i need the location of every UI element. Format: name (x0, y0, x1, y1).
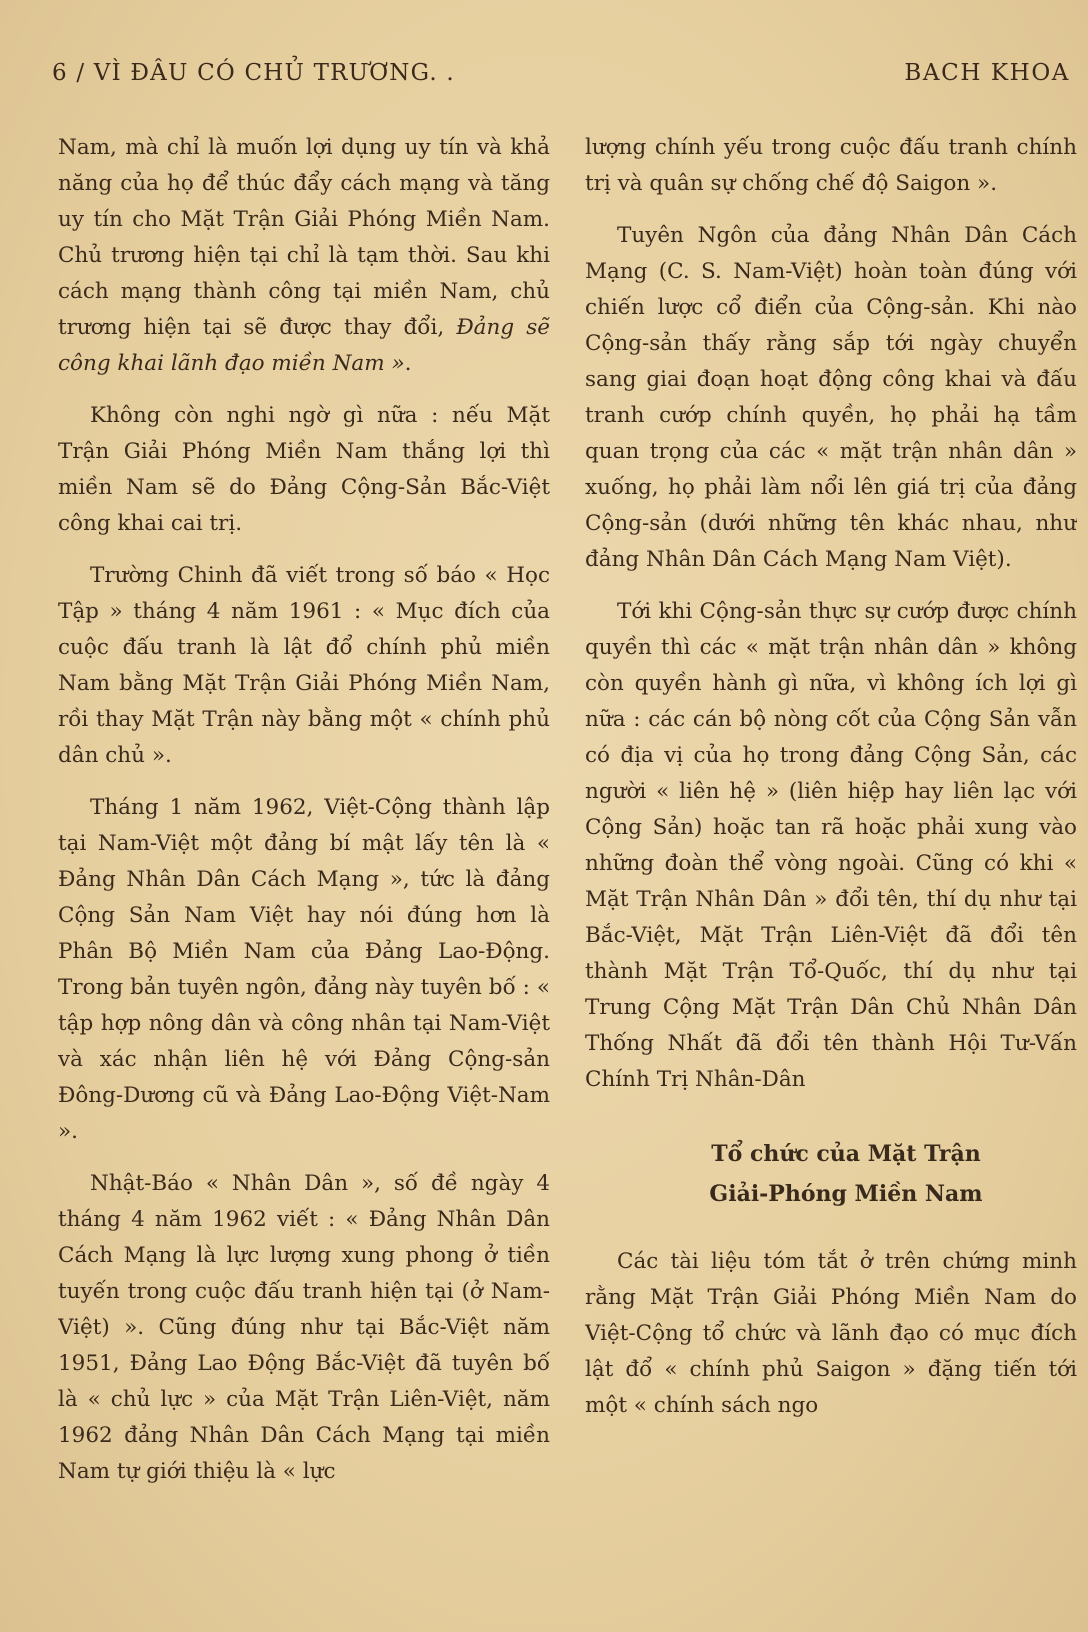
paragraph (58, 130, 550, 382)
right-column (585, 130, 1077, 1632)
italic-quote: Đảng sẽ công khai lãnh đạo miền Nam » (58, 315, 550, 376)
header-magazine-name: BACH KHOA (904, 60, 1070, 86)
section-heading-line: Giải-Phóng Miền Nam (709, 1181, 983, 1207)
paragraph: Trường Chinh đã viết trong số báo « Học Tập » tháng 4 năm 1961 : « Mục đích của cuộc đấu tranh là lật đổ chính phủ miền Nam bằng Mặt Trận Giải Phóng Miền Nam, rồi thay Mặt Trận này bằng một « chính phủ dân chủ ». (58, 563, 550, 768)
paragraph: Các tài liệu tóm tắt ở trên chứng minh rằng Mặt Trận Giải Phóng Miền Nam do Việt-Cộng tổ chức và lãnh đạo có mục đích lật đổ « chính phủ Saigon » đặng tiến tới một « chính sách ngo (585, 1249, 1077, 1418)
paragraph: Không còn nghi ngờ gì nữa : nếu Mặt Trận Giải Phóng Miền Nam thắng lợi thì miền Nam sẽ do Đảng Cộng-Sản Bắc-Việt công khai cai trị. (58, 403, 550, 536)
paragraph: Tới khi Cộng-sản thực sự cướp được chính quyền thì các « mặt trận nhân dân » không còn quyền hành gì nữa, vì không ích lợi gì nữa : các cán bộ nòng cốt của Cộng Sản vẫn có địa vị của họ trong đảng Cộng Sản, các người « liên hệ » (liên hiệp hay liên lạc với Cộng Sản) hoặc tan rã hoặc phải xung vào những đoàn thể vòng ngoài. Cũng có khi « Mặt Trận Nhân Dân » đổi tên, thí dụ như tại Bắc-Việt, Mặt Trận Liên-Việt đã đổi tên thành Mặt Trận Tổ-Quốc, thí dụ như tại Trung Cộng Mặt Trận Dân Chủ Nhân Dân Thống Nhất đã đổi tên thành Hội Tư-Vấn Chính Trị Nhân-Dân (585, 599, 1077, 1092)
paragraph: Nhật-Báo « Nhân Dân », số đề ngày 4 tháng 4 năm 1962 viết : « Đảng Nhân Dân Cách Mạng là lực lượng xung phong ở tiền tuyến trong cuộc đấu tranh hiện tại (ở Nam-Việt) ». Cũng đúng như tại Bắc-Việt năm 1951, Đảng Lao Động Bắc-Việt đã tuyên bố là « chủ lực » của Mặt Trận Liên-Việt, năm 1962 đảng Nhân Dân Cách Mạng tại miền Nam tự giới thiệu là « lực (58, 1171, 550, 1484)
paragraph-end: . (404, 351, 412, 376)
header-page-title: 6 / VÌ ĐÂU CÓ CHỦ TRƯƠNG. . (52, 60, 455, 86)
section-heading-line: Tổ chức của Mặt Trận (711, 1141, 981, 1167)
paragraph: Tháng 1 năm 1962, Việt-Cộng thành lập tại Nam-Việt một đảng bí mật lấy tên là « Đảng Nhân Dân Cách Mạng », tức là đảng Cộng Sản Nam Việt hay nói đúng hơn là Phân Bộ Miền Nam của Đảng Lao-Động. Trong bản tuyên ngôn, đảng này tuyên bố : « tập hợp nông dân và công nhân tại Nam-Việt và xác nhận liên hệ với Đảng Cộng-sản Đông-Dương cũ và Đảng Lao-Động Việt-Nam ». (58, 795, 550, 1144)
running-header (52, 60, 1070, 100)
section-heading (615, 1134, 1077, 1214)
paragraph-text: Nam, mà chỉ là muốn lợi dụng uy tín và khả năng của họ để thúc đẩy cách mạng và tăng uy tín cho Mặt Trận Giải Phóng Miền Nam. Chủ trương hiện tại chỉ là tạm thời. Sau khi cách mạng thành công tại miền Nam, chủ trương hiện tại sẽ được thay đổi, (58, 135, 550, 340)
paragraph: Tuyên Ngôn của đảng Nhân Dân Cách Mạng (C. S. Nam-Việt) hoàn toàn đúng với chiến lược cổ điển của Cộng-sản. Khi nào Cộng-sản thấy rằng sắp tới ngày chuyển sang giai đoạn hoạt động công khai và đấu tranh cướp chính quyền, họ phải hạ tầm quan trọng của các « mặt trận nhân dân » xuống, họ phải làm nổi lên giá trị của đảng Cộng-sản (dưới những tên khác nhau, như đảng Nhân Dân Cách Mạng Nam Việt). (585, 223, 1077, 572)
left-column (58, 130, 550, 1632)
paragraph: lượng chính yếu trong cuộc đấu tranh chính trị và quân sự chống chế độ Saigon ». (585, 135, 1077, 196)
